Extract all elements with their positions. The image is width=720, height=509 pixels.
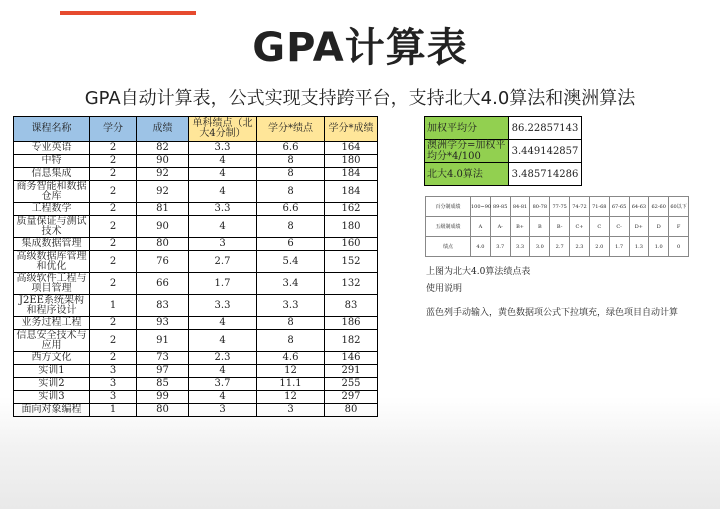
credit-cell: 2	[90, 251, 137, 273]
course-name-cell: 信息安全技术与应用	[14, 330, 90, 352]
scale-cell: 4.0	[471, 237, 491, 257]
scale-cell: F	[669, 217, 689, 237]
credit-x-gp-cell: 8	[257, 317, 325, 330]
credit-x-gp-cell: 6.6	[257, 203, 325, 216]
scale-cell: 3.7	[490, 237, 510, 257]
score-cell: 73	[137, 352, 189, 365]
scale-cell: 3.0	[530, 237, 550, 257]
credit-x-score-cell: 255	[325, 378, 378, 391]
gpa-table-body	[14, 142, 378, 417]
table-row	[14, 295, 378, 317]
credit-cell: 3	[90, 365, 137, 378]
table-row	[14, 352, 378, 365]
credit-x-gp-cell: 8	[257, 168, 325, 181]
credit-x-gp-cell: 8	[257, 216, 325, 238]
scale-row-percent	[426, 197, 689, 217]
credit-x-gp-cell: 8	[257, 155, 325, 168]
scale-cell: 80-78	[530, 197, 550, 217]
grade-point-cell: 4	[189, 155, 257, 168]
credit-x-score-cell: 184	[325, 168, 378, 181]
credit-x-gp-cell: 5.4	[257, 251, 325, 273]
scale-cell: 84-81	[510, 197, 530, 217]
usage-heading: 使用说明	[426, 284, 463, 294]
aus-gpa-value: 3.449142857	[509, 140, 582, 163]
grade-point-cell: 3	[189, 238, 257, 251]
score-cell: 91	[137, 330, 189, 352]
page-title: GPA计算表	[252, 25, 468, 71]
grade-point-cell: 4	[189, 181, 257, 203]
credit-x-gp-cell: 6.6	[257, 142, 325, 155]
scale-cell: C	[589, 217, 609, 237]
header-credit-x-score: 学分*成绩	[325, 117, 378, 142]
score-cell: 85	[137, 378, 189, 391]
table-row	[14, 251, 378, 273]
scale-cell: C+	[570, 217, 590, 237]
credit-x-score-cell: 162	[325, 203, 378, 216]
table-row	[14, 216, 378, 238]
credit-x-gp-cell: 12	[257, 391, 325, 404]
score-cell: 99	[137, 391, 189, 404]
scale-cell: 0	[669, 237, 689, 257]
credit-cell: 2	[90, 238, 137, 251]
grade-point-cell: 2.7	[189, 251, 257, 273]
scale-cell: 60以下	[669, 197, 689, 217]
pku-gpa-value: 3.485714286	[509, 163, 582, 186]
credit-x-score-cell: 132	[325, 273, 378, 295]
summary-table	[424, 116, 582, 186]
score-cell: 92	[137, 181, 189, 203]
table-row	[14, 365, 378, 378]
scale-cell: 2.0	[589, 237, 609, 257]
grade-point-cell: 4	[189, 330, 257, 352]
scale-row-letter	[426, 217, 689, 237]
weighted-average-label: 加权平均分	[425, 117, 509, 140]
scale-cell: 74-72	[570, 197, 590, 217]
credit-x-gp-cell: 8	[257, 181, 325, 203]
score-cell: 83	[137, 295, 189, 317]
credit-x-gp-cell: 6	[257, 238, 325, 251]
course-name-cell: 高级软件工程与项目管理	[14, 273, 90, 295]
credit-x-score-cell: 160	[325, 238, 378, 251]
course-name-cell: 专业英语	[14, 142, 90, 155]
scale-cell: 2.3	[570, 237, 590, 257]
scale-cell: 1.7	[609, 237, 629, 257]
table-row	[14, 404, 378, 417]
course-name-cell: 集成数据管理	[14, 238, 90, 251]
scale-cell: B+	[510, 217, 530, 237]
course-name-cell: 信息集成	[14, 168, 90, 181]
credit-x-score-cell: 80	[325, 404, 378, 417]
credit-cell: 2	[90, 155, 137, 168]
scale-row-gp	[426, 237, 689, 257]
grade-point-cell: 2.3	[189, 352, 257, 365]
credit-x-gp-cell: 3	[257, 404, 325, 417]
header-score: 成绩	[137, 117, 189, 142]
credit-cell: 3	[90, 391, 137, 404]
table-row	[14, 330, 378, 352]
credit-cell: 2	[90, 142, 137, 155]
page-subtitle: GPA自动计算表，公式实现支持跨平台，支持北大4.0算法和澳洲算法	[84, 88, 636, 109]
score-cell: 82	[137, 142, 189, 155]
grade-point-cell: 4	[189, 168, 257, 181]
scale-cell: 71-68	[589, 197, 609, 217]
header-credit-x-gp: 学分*绩点	[257, 117, 325, 142]
grade-point-cell: 3	[189, 404, 257, 417]
scale-cell: 89-85	[490, 197, 510, 217]
grade-point-cell: 4	[189, 317, 257, 330]
credit-cell: 2	[90, 352, 137, 365]
credit-cell: 2	[90, 273, 137, 295]
summary-row	[425, 140, 582, 163]
credit-cell: 1	[90, 404, 137, 417]
credit-x-gp-cell: 12	[257, 365, 325, 378]
score-cell: 81	[137, 203, 189, 216]
credit-x-gp-cell: 3.3	[257, 295, 325, 317]
scale-cell: A	[471, 217, 491, 237]
credit-x-score-cell: 152	[325, 251, 378, 273]
scale-cell: 3.3	[510, 237, 530, 257]
credit-x-gp-cell: 11.1	[257, 378, 325, 391]
scale-row-label: 百分制成绩	[426, 197, 471, 217]
scale-cell: 77-75	[550, 197, 570, 217]
table-row	[14, 203, 378, 216]
course-name-cell: 实训1	[14, 365, 90, 378]
course-name-cell: 实训3	[14, 391, 90, 404]
course-name-cell: 业务过程工程	[14, 317, 90, 330]
credit-cell: 2	[90, 317, 137, 330]
scale-cell: C-	[609, 217, 629, 237]
credit-x-gp-cell: 3.4	[257, 273, 325, 295]
credit-x-score-cell: 297	[325, 391, 378, 404]
aus-gpa-label: 澳洲学分=加权平均分*4/100	[425, 140, 509, 163]
credit-x-score-cell: 83	[325, 295, 378, 317]
table-row	[14, 378, 378, 391]
course-name-cell: 高级数据库管理和优化	[14, 251, 90, 273]
credit-x-score-cell: 184	[325, 181, 378, 203]
credit-cell: 1	[90, 295, 137, 317]
course-name-cell: J2EE系统架构和程序设计	[14, 295, 90, 317]
score-cell: 90	[137, 216, 189, 238]
scale-cell: 1.0	[649, 237, 669, 257]
grade-point-cell: 3.3	[189, 295, 257, 317]
score-cell: 93	[137, 317, 189, 330]
gpa-course-table	[13, 116, 378, 417]
scale-cell: D+	[629, 217, 649, 237]
summary-row	[425, 117, 582, 140]
score-cell: 92	[137, 168, 189, 181]
table-row	[14, 273, 378, 295]
grade-scale-table	[425, 196, 689, 257]
grade-point-cell: 4	[189, 391, 257, 404]
scale-cell: B-	[550, 217, 570, 237]
scale-cell: 2.7	[550, 237, 570, 257]
credit-x-gp-cell: 8	[257, 330, 325, 352]
credit-cell: 2	[90, 168, 137, 181]
credit-x-score-cell: 164	[325, 142, 378, 155]
course-name-cell: 工程数学	[14, 203, 90, 216]
credit-x-score-cell: 180	[325, 155, 378, 168]
course-name-cell: 西方文化	[14, 352, 90, 365]
scale-row-label: 五级制成绩	[426, 217, 471, 237]
header-course-name: 课程名称	[14, 117, 90, 142]
scale-cell: 67-65	[609, 197, 629, 217]
credit-cell: 2	[90, 330, 137, 352]
grade-point-cell: 3.3	[189, 203, 257, 216]
table-row	[14, 155, 378, 168]
course-name-cell: 实训2	[14, 378, 90, 391]
scale-row-label: 绩点	[426, 237, 471, 257]
score-cell: 90	[137, 155, 189, 168]
usage-instructions: 蓝色列手动输入，黄色数据项公式下拉填充，绿色项目自动计算	[426, 308, 679, 318]
grade-point-cell: 3.7	[189, 378, 257, 391]
credit-x-score-cell: 182	[325, 330, 378, 352]
credit-cell: 2	[90, 181, 137, 203]
credit-x-score-cell: 186	[325, 317, 378, 330]
credit-cell: 3	[90, 378, 137, 391]
table-row	[14, 391, 378, 404]
course-name-cell: 中特	[14, 155, 90, 168]
score-cell: 80	[137, 404, 189, 417]
score-cell: 80	[137, 238, 189, 251]
credit-cell: 2	[90, 203, 137, 216]
grade-point-cell: 4	[189, 365, 257, 378]
accent-bar	[60, 11, 196, 15]
credit-x-score-cell: 291	[325, 365, 378, 378]
table-row	[14, 168, 378, 181]
table-row	[14, 317, 378, 330]
score-cell: 97	[137, 365, 189, 378]
grade-point-cell: 3.3	[189, 142, 257, 155]
scale-cell: A-	[490, 217, 510, 237]
table-row	[14, 142, 378, 155]
scale-cell: B	[530, 217, 550, 237]
credit-x-gp-cell: 4.6	[257, 352, 325, 365]
weighted-average-value: 86.22857143	[509, 117, 582, 140]
header-grade-point: 单科绩点（北大4分制）	[189, 117, 257, 142]
score-cell: 76	[137, 251, 189, 273]
scale-cell: D	[649, 217, 669, 237]
summary-row	[425, 163, 582, 186]
scale-cell: 62-60	[649, 197, 669, 217]
credit-x-score-cell: 146	[325, 352, 378, 365]
grade-point-cell: 4	[189, 216, 257, 238]
scale-cell: 64-63	[629, 197, 649, 217]
table-row	[14, 181, 378, 203]
scale-cell: 100~90	[471, 197, 491, 217]
credit-x-score-cell: 180	[325, 216, 378, 238]
score-cell: 66	[137, 273, 189, 295]
pku-gpa-label: 北大4.0算法	[425, 163, 509, 186]
table-row	[14, 238, 378, 251]
scale-cell: 1.3	[629, 237, 649, 257]
credit-cell: 2	[90, 216, 137, 238]
course-name-cell: 质量保证与测试技术	[14, 216, 90, 238]
scale-caption: 上图为北大4.0算法绩点表	[426, 267, 531, 277]
course-name-cell: 商务智能和数据仓库	[14, 181, 90, 203]
header-credit: 学分	[90, 117, 137, 142]
grade-point-cell: 1.7	[189, 273, 257, 295]
course-name-cell: 面向对象编程	[14, 404, 90, 417]
